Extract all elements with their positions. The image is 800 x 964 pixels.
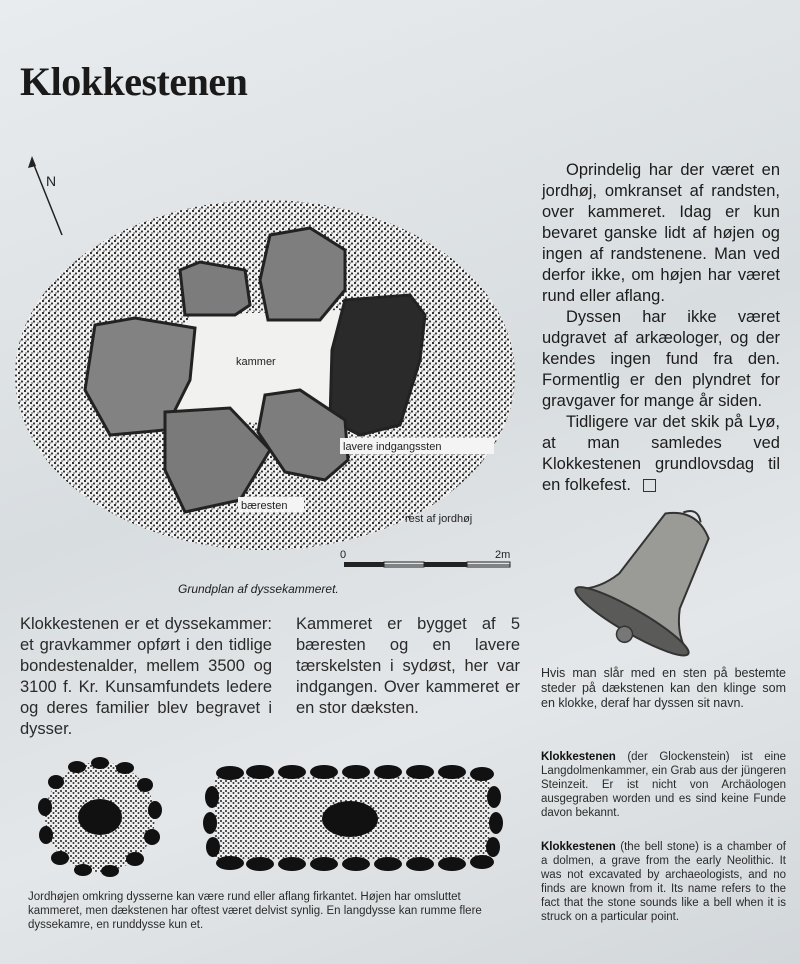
round-dolmen (38, 757, 162, 877)
right-paragraph: Oprindelig har der været en jordhøj, omkranset af randsten, over kammeret. Idag er kun bevaret ganske lidt af højen og ingen af randstenene. Man ved derfor ikke, om højen har været rund eller aflang. (542, 161, 780, 305)
intro-text: Klokkestenen er et dyssekammer: et gravkammer opført i den tidlige bondestenalder, mellem 3500 og 3100 f. Kr. Kunsamfundets ledere og deres familier blev begravet i dysser. (20, 615, 272, 738)
german-name: Klokkestenen (541, 751, 616, 763)
plan-caption: Grundplan af dyssekammeret. (178, 582, 339, 596)
right-paragraph-text: Tidligere var det skik på Lyø, at man samledes ved Klokkestenen grundlovsdag til en folkefest. (542, 413, 780, 494)
entrance-label: lavere indgangssten (343, 441, 442, 453)
stone-2 (260, 228, 345, 320)
chamber-text: Kammeret er bygget af 5 bæresten og en lavere tærskelsten i sydøst, her var indgangen. Over kammeret er en stor dæksten. (296, 615, 520, 717)
north-label: N (46, 173, 57, 189)
bottom-caption: Jordhøjen omkring dysserne kan være rund eller aflang firkantet. Højen har omsluttet kammeret, men dækstenen har oftest været delvist synlig. En langdysse kan rumme flere dyssekamre, en runddysse kun et. (28, 891, 482, 931)
mound-label: rest af jordhøj (405, 513, 473, 525)
german-body: (der Glockenstein) ist eine Langdolmenkammer, ein Grab aus der jüngeren Steinzeit. Er ist nicht von Archäologen ausgegraben worden und es sind keine Funde davon bekannt. (541, 751, 786, 819)
dolmen-plans (20, 755, 520, 885)
scale-end: 2m (495, 549, 511, 561)
right-paragraph: Dyssen har ikke været udgravet af arkæologer, og der kendes ingen fund fra den. Formentlig er den plyndret for gravgaver for mange år siden. (542, 308, 780, 410)
scale-start: 0 (340, 549, 347, 561)
scale-bar (344, 562, 510, 567)
right-text-block (542, 160, 780, 496)
chamber-label: kammer (236, 356, 276, 368)
english-body: (the bell stone) is a chamber of a dolmen, a grave from the early Neolithic. It was not excavated by archaeologists, and no finds are known from it. Its name refers to the fact that the stone sounds like a bell when it is struck on a particular point. (541, 841, 786, 923)
bell-caption: Hvis man slår med en sten på bestemte steder på dækstenen kan den klinge som en klokke, deraf har dyssen sit navn. (541, 666, 786, 710)
ground-plan (0, 150, 540, 590)
page-title: Klokkestenen (20, 59, 248, 104)
bearing-label: bæresten (241, 500, 288, 512)
right-paragraph (542, 412, 780, 496)
north-arrow-icon (28, 156, 62, 235)
german-text (541, 750, 786, 820)
long-dolmen (203, 765, 503, 871)
bell-icon (572, 498, 742, 658)
english-name: Klokkestenen (541, 841, 616, 853)
stone-1 (180, 262, 250, 315)
english-text (541, 840, 786, 924)
end-mark-icon (643, 479, 656, 492)
